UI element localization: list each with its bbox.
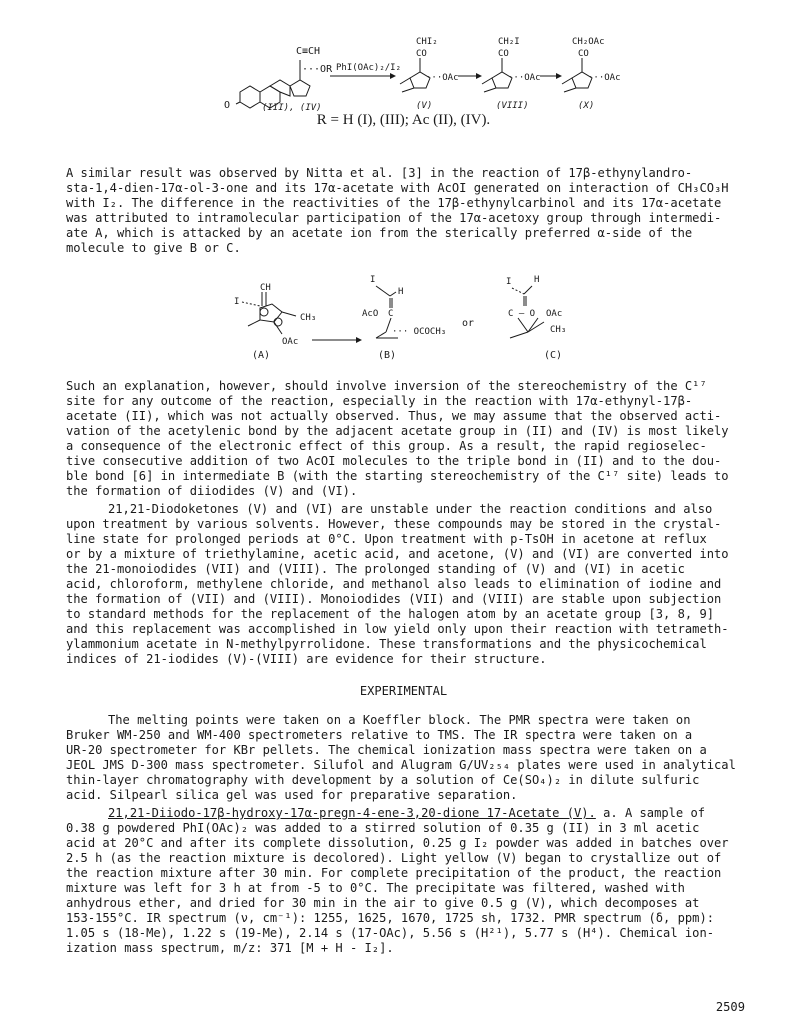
intermediate-c-co: C — O [508, 309, 536, 319]
paragraph-3 [66, 502, 742, 667]
or-separator: or [462, 318, 475, 329]
paragraph-5-first-line [66, 806, 742, 821]
paragraph-3-line: 21,21-Diodoketones (V) and (VI) are unstable under the reaction conditions and also [108, 502, 713, 516]
paragraph-1-line: molecule to give B or C. [66, 241, 241, 255]
product-x-co: CO [578, 49, 589, 59]
product-viii-co: CO [498, 49, 509, 59]
paragraph-3-line: and this replacement was accomplished in low yield only upon their reaction with tetrameth- [66, 622, 729, 636]
paragraph-3-line: the 21-monoiodides (VII) and (VIII). The prolonged standing of (V) and (VI) in acetic [66, 562, 685, 576]
page-number: 2509 [715, 1000, 745, 1014]
paragraph-5-line: 1.05 s (18-Me), 1.22 s (19-Me), 2.14 s (17-OAc), 5.56 s (H²¹), 5.77 s (H⁴). Chemical ion- [66, 926, 715, 940]
intermediate-a-iodine: I [234, 297, 240, 307]
intermediate-c-oac: OAc [546, 309, 563, 319]
paragraph-5-line: mixture was left for 3 h at from -5 to 0°C. The precipitate was filtered, washed with [66, 881, 685, 895]
paragraph-5-line: acid at 20°C and after its complete dissolution, 0.25 g I₂ powder was added in batches over [66, 836, 729, 850]
paragraph-5-line: anhydrous ether, and dried for 30 min in the air to give 0.5 g (V), which decomposes at [66, 896, 700, 910]
reaction-scheme-1 [220, 30, 640, 112]
intermediate-a-ring [242, 292, 296, 334]
scheme-1-caption: R = H (I), (III); Ac (II), (IV). [316, 112, 491, 128]
intermediate-b-h: H [398, 287, 404, 297]
paragraph-4-line: thin-layer chromatography with development by a solution of Ce(SO₄)₂ in dilute sulfuric [66, 773, 700, 787]
paragraph-5 [66, 806, 742, 956]
intermediate-b-c: C [388, 309, 394, 319]
reaction-arrow-3-head [556, 73, 562, 79]
reaction-scheme-1-drawing [220, 30, 640, 112]
paragraph-2-line: site for any outcome of the reaction, especially in the reaction with 17α-ethynyl-17β- [66, 394, 693, 408]
intermediate-c-iodine: I [506, 277, 512, 287]
paragraph-4-line: Bruker WM-250 and WM-400 spectrometers relative to TMS. The IR spectra were taken on a [66, 728, 693, 742]
paragraph-1-line: was attributed to intramolecular participation of the 17α-acetoxy group through intermedi- [66, 211, 722, 225]
intermediate-b-iodine: I [370, 275, 376, 285]
reaction-arrow-2-head [476, 73, 482, 79]
paragraph-3-line: upon treatment by various solvents. However, these compounds may be stored in the crystal- [66, 517, 722, 531]
steroid-skeleton-start [236, 60, 310, 108]
product-v-oac: ···OAc [426, 73, 459, 83]
paragraph-1-line: ate A, which is attacked by an acetate ion from the sterically preferred α-side of the [66, 226, 693, 240]
product-x-top: CH₂OAc [572, 37, 605, 47]
paragraph-3-line: acid, chloroform, methylene chloride, and methanol also leads to elimination of iodine and [66, 577, 722, 591]
paragraph-3-line: to standard methods for the replacement of the halogen atom by an acetate group [3, 8, 9] [66, 607, 715, 621]
intermediate-b-aco: AcO [362, 309, 379, 319]
paragraph-2-line: the formation of diiodides (V) and (VI). [66, 484, 358, 498]
section-heading-experimental: EXPERIMENTAL [359, 684, 448, 698]
product-v-top: CHI₂ [416, 37, 438, 47]
paragraph-4-line: UR-20 spectrometer for KBr pellets. The chemical ionization mass spectra were taken on a [66, 743, 707, 757]
intermediate-c-h: H [534, 275, 540, 285]
paragraph-3-line: or by a mixture of triethylamine, acetic acid, and acetone, (V) and (VI) are converted into [66, 547, 729, 561]
compound-title: 21,21-Diiodo-17β-hydroxy-17α-pregn-4-ene-3,20-dione 17-Acetate (V). [108, 806, 596, 820]
paragraph-4 [66, 713, 742, 803]
paragraph-2 [66, 379, 742, 499]
reaction-scheme-2 [226, 270, 586, 362]
reagent-label: PhI(OAc)₂/I₂ [336, 63, 402, 73]
intermediate-a-ch: CH [260, 283, 271, 293]
paragraph-3-line: the formation of (VII) and (VIII). Monoiodides (VII) and (VIII) are stable upon subjection [66, 592, 722, 606]
product-viii-oac: ···OAc [508, 73, 541, 83]
paragraph-2-line: a consequence of the electronic effect of this group. As a result, the rapid regioselec- [66, 439, 707, 453]
paragraph-4-line: JEOL JMS D-300 mass spectrometer. Silufol and Alugram G/UV₂₅₄ plates were used in analytical [66, 758, 736, 772]
procedure-label: a. A sample of [595, 806, 706, 820]
paragraph-3-line: indices of 21-iodides (V)-(VIII) are evidence for their structure. [66, 652, 547, 666]
paragraph-4-line: acid. Silpearl silica gel was used for preparative separation. [66, 788, 518, 802]
intermediate-c-label: (C) [544, 350, 563, 361]
intermediate-b-label: (B) [378, 350, 397, 361]
product-x-oac: ···OAc [588, 73, 621, 83]
paragraph-1-line: with I₂. The difference in the reactivities of the 17β-ethynylcarbinol and its 17α-acetate [66, 196, 722, 210]
start-keto-o: O [224, 100, 231, 111]
product-v-co: CO [416, 49, 427, 59]
product-x-label: (X) [578, 101, 595, 111]
reaction-arrow-a-b-head [356, 337, 362, 343]
paragraph-2-line: acetate (II), which was not actually observed. Thus, we may assume that the observed acti- [66, 409, 722, 423]
paragraph-2-line: vation of the acetylenic bond by the adjacent acetate group in (II) and (IV) is most likely [66, 424, 729, 438]
paragraph-5-line: 0.38 g powdered PhI(OAc)₂ was added to a stirred solution of 0.35 g (II) in 3 ml acetic [66, 821, 700, 835]
reaction-arrow-1-head [390, 73, 396, 79]
start-ethynyl-label: C≡CH [296, 46, 321, 57]
paragraph-2-line: ble bond [6] in intermediate B (with the starting stereochemistry of the C¹⁷ site) leads to [66, 469, 729, 483]
reaction-scheme-2-drawing [226, 270, 586, 362]
paragraph-5-line: 153-155°C. IR spectrum (ν, cm⁻¹): 1255, 1625, 1670, 1725 sh, 1732. PMR spectrum (δ, ppm): [66, 911, 715, 925]
intermediate-a-label: (A) [252, 350, 271, 361]
paragraph-1-line: sta-1,4-dien-17α-ol-3-one and its 17α-acetate with AcOI generated on interaction of CH₃CO₃H [66, 181, 729, 195]
paragraph-4-line: The melting points were taken on a Koeffler block. The PMR spectra were taken on [108, 713, 691, 727]
paragraph-1 [66, 166, 742, 256]
product-viii-top: CH₂I [498, 37, 520, 47]
paragraph-3-line: line state for prolonged periods at 0°C. Upon treatment with p-TsOH in acetone at reflux [66, 532, 707, 546]
paragraph-2-line: tive consecutive addition of two AcOI molecules to the triple bond in (II) and to the dou- [66, 454, 722, 468]
paragraph-5-line: ization mass spectrum, m/z: 371 [M + H - I₂]. [66, 941, 394, 955]
product-viii-label: (VIII) [496, 101, 529, 111]
product-v-label: (V) [416, 101, 433, 111]
paragraph-3-line: ylammonium acetate in N-methylpyrrolidone. These transformations and the physicochemical [66, 637, 707, 651]
paragraph-5-line: 2.5 h (as the reaction mixture is decolored). Light yellow (V) began to crystallize out of [66, 851, 722, 865]
paragraph-1-line: A similar result was observed by Nitta et al. [3] in the reaction of 17β-ethynylandro- [66, 166, 693, 180]
start-compound-label: (III), (IV) [262, 103, 322, 112]
intermediate-a-ch3: CH₃ [300, 313, 317, 323]
paragraph-5-line: the reaction mixture after 30 min. For complete precipitation of the product, the reaction [66, 866, 722, 880]
paragraph-2-line: Such an explanation, however, should involve inversion of the stereochemistry of the C¹⁷ [66, 379, 707, 393]
intermediate-c-ch3: CH₃ [550, 325, 567, 335]
start-or-label: ···OR [302, 64, 333, 75]
intermediate-b-ococh3: ··· OCOCH₃ [392, 327, 447, 337]
intermediate-a-oac: OAc [282, 337, 299, 347]
